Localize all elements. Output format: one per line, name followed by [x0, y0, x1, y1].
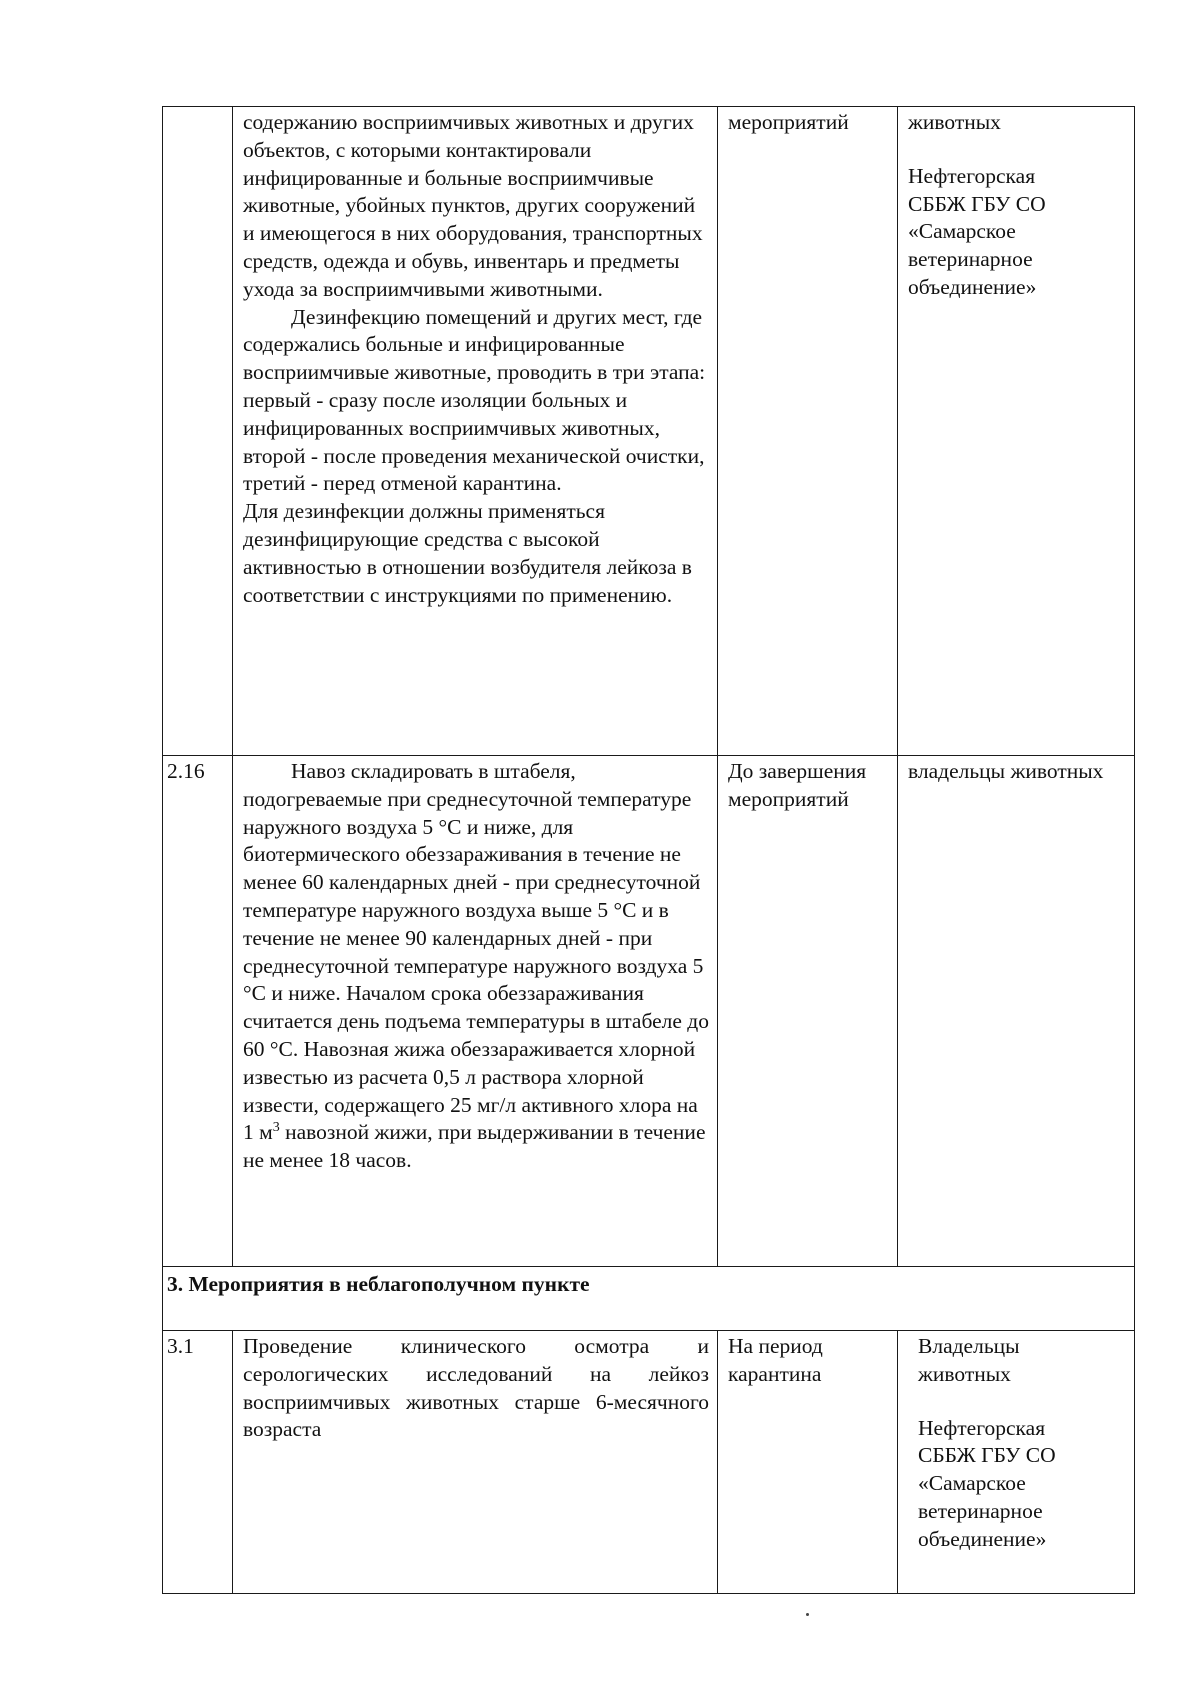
responsible-cell: [898, 1331, 1135, 1594]
superscript: 3: [272, 1120, 280, 1136]
row-number-cell: [163, 756, 233, 1267]
description-paragraph: Для дезинфекции должны применяться дезинфицирующие средства с высокой активностью в отношении возбудителя лейкоза в соответствии с инструкциями по применению.: [243, 499, 692, 607]
table-row: [163, 756, 1135, 1267]
responsible-cell: [898, 756, 1135, 1267]
term-cell: [718, 756, 898, 1267]
description-cell: [233, 107, 718, 756]
responsible-text: Нефтегорская СББЖ ГБУ СО «Самарское ветеринарное объединение»: [908, 163, 1046, 299]
scan-speck: [806, 1613, 809, 1616]
description-paragraph: Дезинфекцию помещений и других мест, где содержались больные и инфицированные восприимчивые животные, проводить в три этапа: первый - сразу после изоляции больных и инфицированных восприимчивых животных, второй - после проведения механической очистки, третий - перед отменой карантина.: [243, 304, 706, 496]
table-row: [163, 107, 1135, 756]
term-text: На период карантина: [728, 1334, 823, 1386]
term-text: До завершения мероприятий: [728, 759, 867, 811]
measures-table: [162, 106, 1135, 1594]
term-cell: [718, 107, 898, 756]
responsible-cell: [898, 107, 1135, 756]
row-number-cell: [163, 107, 233, 756]
term-cell: [718, 1331, 898, 1594]
description-paragraph: [243, 758, 709, 1175]
table-row: [163, 1331, 1135, 1594]
responsible-text: Нефтегорская СББЖ ГБУ СО «Самарское ветеринарное объединение»: [918, 1415, 1056, 1551]
responsible-text: владельцы животных: [908, 759, 1104, 783]
description-paragraph: содержанию восприимчивых животных и других объектов, с которыми контактировали инфицированные и больные восприимчивые животные, убойных пунктов, других сооружений и имеющегося в них оборудования, транспортных средств, одежда и обувь, инвентарь и предметы ухода за восприимчивыми животными.: [243, 110, 703, 301]
row-number: 2.16: [167, 759, 205, 783]
description-text: Навоз складировать в штабеля, подогреваемые при среднесуточной температуре наружного воздуха 5 °С и ниже, для биотермического обеззараживания в течение не менее 60 календарных дней - при среднесуточной температуре наружного воздуха выше 5 °С и в течение не менее 90 календарных дней - при среднесуточной температуре наружного воздуха 5 °С и ниже. Началом срока обеззараживания считается день подъема температуры в штабеле до 60 °С. Навозная жижа обеззараживается хлорной известью из расчета 0,5 л раствора хлорной извести, содержащего 25 мг/л активного хлора на 1 м: [243, 759, 709, 1145]
responsible-text: Владельцы животных: [918, 1334, 1020, 1386]
description-cell: [233, 1331, 718, 1594]
responsible-text: животных: [908, 110, 1001, 134]
row-number-cell: [163, 1331, 233, 1594]
description-paragraph: Проведение клинического осмотра и серологических исследований на лейкоз восприимчивых животных старше 6-месячного возраста: [243, 1334, 709, 1442]
row-number: 3.1: [167, 1334, 194, 1358]
description-text: навозной жижи, при выдерживании в течение не менее 18 часов.: [243, 1120, 706, 1173]
term-text: мероприятий: [728, 110, 849, 134]
description-cell: [233, 756, 718, 1267]
section-heading-row: [163, 1267, 1135, 1331]
section-heading: 3. Мероприятия в неблагополучном пункте: [163, 1267, 1135, 1331]
